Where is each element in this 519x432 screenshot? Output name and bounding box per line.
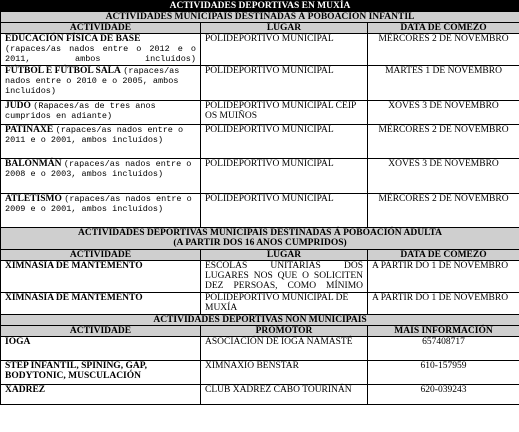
date-cell: MÉRCORES 2 DE NOVEMBRO [368, 125, 519, 159]
activity-detail: (Rapaces/as de tres anos cumpridos en adiante) [5, 101, 156, 121]
activity-name: FÚTBOL E FÚTBOL SALA [5, 66, 121, 76]
section-adulta-title-line1: ACTIVIDADES DEPORTIVAS MUNICIPAIS DESTINADAS Á POBOACIÓN ADULTA [77, 228, 443, 238]
date-cell: XOVES 3 DE NOVEMBRO [368, 101, 519, 125]
date-cell: A PARTIR DO 1 DE NOVEMBRO [368, 293, 519, 315]
promoter-cell: XIMNAXIO BENSTAR [201, 361, 368, 385]
section-infantil-row [1, 12, 519, 23]
info-cell: 620-039243 [368, 385, 519, 405]
section-adulta-row [1, 228, 519, 250]
date-cell: MÉRCORES 2 DE NOVEMBRO [368, 34, 519, 66]
header-date: DATA DE COMEZO [368, 23, 519, 34]
section-non-municipais-row [1, 315, 519, 326]
header-row [1, 250, 519, 261]
activity-name: XIMNASIA DE MANTEMENTO [1, 293, 201, 315]
place-cell: POLIDEPORTIVO MUNICIPAL [201, 125, 368, 159]
header-activity: ACTIVIDADE [1, 326, 201, 337]
activity-cell [1, 101, 201, 125]
date-cell: MÉRCORES 2 DE NOVEMBRO [368, 194, 519, 228]
header-activity: ACTIVIDADE [1, 250, 201, 261]
table-row [1, 261, 519, 293]
activity-name: EDUCACIÓN FÍSICA DE BASE [5, 34, 141, 44]
activity-name: XIMNASIA DE MANTEMENTO [1, 261, 201, 293]
header-activity: ACTIVIDADE [1, 23, 201, 34]
header-info: MAIS INFORMACIÓN [368, 326, 519, 337]
activity-detail: (rapaces/as nados entre o 2012 e o 2011, ambos incluídos) [5, 44, 196, 64]
activity-detail: (rapaces/as nados entre o 2008 e o 2003, ambos incluídos) [5, 159, 192, 179]
place-cell: POLIDEPORTIVO MUNICIPAL [201, 159, 368, 194]
activity-name: STEP INFANTIL, SPINING, GAP, BODYTONIC, MUSCULACIÓN [1, 361, 201, 385]
table-row [1, 293, 519, 315]
info-cell: 657408717 [368, 337, 519, 361]
activity-name: XADREZ [1, 385, 201, 405]
place-cell: POLIDEPORTIVO MUNICIPAL [201, 194, 368, 228]
date-cell: MARTES 1 DE NOVEMBRO [368, 66, 519, 101]
place-cell: POLIDEPORTIVO MUNICIPAL DE MUXÍA [201, 293, 368, 315]
table-row [1, 34, 519, 66]
activity-detail: (rapaces/as nados entre o 2010 e o 2005, ambos incluídos) [5, 66, 180, 96]
info-cell: 610-157959 [368, 361, 519, 385]
header-promoter: PROMOTOR [201, 326, 368, 337]
header-place: LUGAR [201, 250, 368, 261]
promoter-cell: ASOCIACIÓN DE IOGA NAMASTÉ [201, 337, 368, 361]
activity-name: IOGA [1, 337, 201, 361]
table-row [1, 125, 519, 159]
table-row [1, 66, 519, 101]
date-cell: A PARTIR DO 1 DE NOVEMBRO [368, 261, 519, 293]
activity-cell [1, 159, 201, 194]
table-row [1, 361, 519, 385]
activity-detail: (rapaces/as nados entre o 2011 e o 2001, ambos incluídos) [5, 125, 184, 145]
promoter-cell: CLUB XADREZ CABO TOURIÑÁN [201, 385, 368, 405]
table-row [1, 337, 519, 361]
header-date: DATA DE COMEZO [368, 250, 519, 261]
place-cell: POLIDEPORTIVO MUNICIPAL CEIP OS MUIÑOS [201, 101, 368, 125]
activity-name: JUDO [5, 101, 31, 111]
activity-cell [1, 34, 201, 66]
activity-name: BALONMÁN [5, 159, 62, 169]
activity-cell [1, 66, 201, 101]
table-row [1, 194, 519, 228]
activity-detail: (rapaces/as nados entre o 2009 e o 2001, ambos incluídos) [5, 194, 192, 214]
header-place: LUGAR [201, 23, 368, 34]
place-cell: POLIDEPORTIVO MUNICIPAL [201, 66, 368, 101]
activity-cell [1, 125, 201, 159]
section-adulta-title [1, 228, 519, 250]
section-adulta-title-line2: (A PARTIR DOS 16 ANOS CUMPRIDOS) [173, 238, 347, 248]
place-cell: POLIDEPORTIVO MUNICIPAL [201, 34, 368, 66]
section-infantil-title: ACTIVIDADES MUNICIPAIS DESTINADAS Á POBOACIÓN INFANTIL [1, 12, 519, 23]
place-cell: ESCOLAS UNITARIAS DOS LUGARES NOS QUE O SOLICITEN DEZ PERSOAS, COMO MÍNIMO [201, 261, 368, 293]
date-cell: XOVES 3 DE NOVEMBRO [368, 159, 519, 194]
header-row [1, 23, 519, 34]
activity-name: PATINAXE [5, 125, 54, 135]
table-row [1, 159, 519, 194]
document-title: ACTIVIDADES DEPORTIVAS EN MUXÍA [1, 1, 519, 12]
table-row [1, 385, 519, 405]
table-row [1, 101, 519, 125]
header-row [1, 326, 519, 337]
activity-name: ATLETISMO [5, 194, 62, 204]
activity-cell [1, 194, 201, 228]
section-non-municipais-title: ACTIVIDADES DEPORTIVAS NON MUNICIPAIS [1, 315, 519, 326]
title-row [1, 1, 519, 12]
